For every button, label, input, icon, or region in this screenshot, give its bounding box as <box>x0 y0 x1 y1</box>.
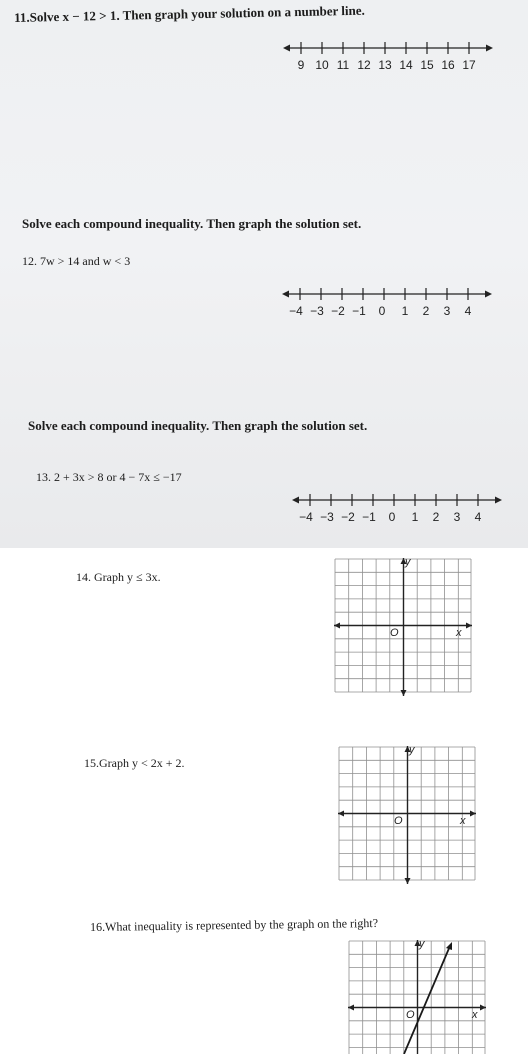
tick-label: 2 <box>432 510 440 524</box>
origin-label: O <box>406 1009 415 1021</box>
tick-label: 0 <box>378 304 386 318</box>
y-axis-label: y <box>409 744 415 756</box>
section-heading-13: Solve each compound inequality. Then graph the solution set. <box>28 418 368 433</box>
origin-label: O <box>394 815 403 827</box>
tick-label: −4 <box>289 304 303 318</box>
number-line-11 <box>283 38 493 78</box>
tick-label: 13 <box>378 58 392 72</box>
tick-label: 15 <box>420 58 434 72</box>
tick-label: 4 <box>474 510 482 524</box>
x-axis-label: x <box>472 1009 478 1021</box>
problem-11-text: 11.Solve x − 12 > 1. Then graph your solution on a number line. <box>14 2 365 25</box>
tick-label: 9 <box>297 58 305 72</box>
tick-label: −1 <box>362 510 376 524</box>
tick-label: 0 <box>388 510 396 524</box>
tick-label: 12 <box>357 58 371 72</box>
problem-12-text: 12. 7w > 14 and w < 3 <box>22 254 131 268</box>
number-line-13-axis <box>292 490 502 510</box>
number-line-12-axis <box>282 284 492 304</box>
tick-label: −4 <box>299 510 313 524</box>
tick-label: −1 <box>352 304 366 318</box>
y-axis-label: y <box>419 938 425 950</box>
tick-label: 3 <box>443 304 451 318</box>
number-line-13-ticks <box>292 510 502 526</box>
tick-label: 11 <box>336 58 350 72</box>
section-heading-12: Solve each compound inequality. Then graph the solution set. <box>22 216 362 231</box>
tick-label: 4 <box>464 304 472 318</box>
tick-label: 16 <box>441 58 455 72</box>
tick-label: 14 <box>399 58 413 72</box>
tick-label: 17 <box>462 58 476 72</box>
number-line-12-ticks <box>282 304 492 320</box>
worksheet-photo-bottom <box>0 548 528 1054</box>
y-axis-label: y <box>405 556 411 568</box>
tick-label: 1 <box>401 304 409 318</box>
problem-16-text: 16.What inequality is represented by the graph on the right? <box>90 915 379 934</box>
tick-label: −2 <box>341 510 355 524</box>
coordinate-grid-15 <box>338 746 476 886</box>
tick-label: 3 <box>453 510 461 524</box>
number-line-13 <box>292 490 502 530</box>
problem-15-text: 15.Graph y < 2x + 2. <box>84 756 185 770</box>
number-line-11-ticks <box>283 58 493 74</box>
coordinate-grid-14 <box>334 558 472 698</box>
coordinate-grid-16 <box>348 940 486 1054</box>
origin-label: O <box>390 627 399 639</box>
tick-label: 1 <box>411 510 419 524</box>
tick-label: −2 <box>331 304 345 318</box>
problem-13-text: 13. 2 + 3x > 8 or 4 − 7x ≤ −17 <box>36 470 182 484</box>
tick-label: 2 <box>422 304 430 318</box>
grid-15-lines <box>338 746 476 886</box>
tick-label: −3 <box>320 510 334 524</box>
tick-label: 10 <box>315 58 329 72</box>
tick-label: −3 <box>310 304 324 318</box>
grid-16-lines <box>348 940 486 1054</box>
x-axis-label: x <box>460 815 466 827</box>
number-line-12 <box>282 284 492 324</box>
x-axis-label: x <box>456 627 462 639</box>
grid-14-lines <box>334 558 472 698</box>
number-line-11-axis <box>283 38 493 58</box>
problem-14-text: 14. Graph y ≤ 3x. <box>76 570 161 584</box>
boundary-line <box>404 946 450 1054</box>
